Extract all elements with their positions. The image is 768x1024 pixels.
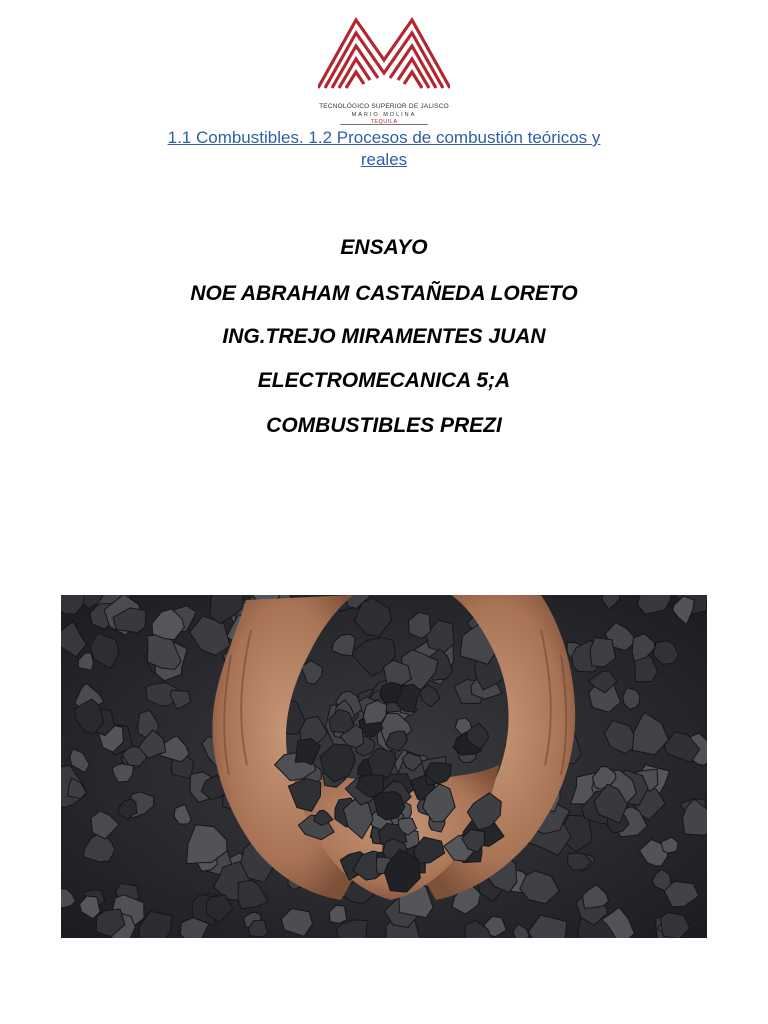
document-title-line-2: reales (360, 150, 408, 169)
logo-campus-name: MARIO MOLINA (351, 112, 417, 118)
topic-title: COMBUSTIBLES PREZI (266, 414, 502, 437)
logo-institution-name: TECNOLÓGICO SUPERIOR DE JALISCO (319, 103, 449, 110)
essay-label: ENSAYO (340, 236, 428, 259)
author-name: NOE ABRAHAM CASTAÑEDA LORETO (190, 282, 578, 305)
course-group: ELECTROMECANICA 5;A (257, 369, 511, 392)
teacher-name: ING.TREJO MIRAMENTES JUAN (222, 325, 546, 348)
document-title-line-1: 1.1 Combustibles. 1.2 Procesos de combustión teóricos y (167, 128, 601, 147)
hands-holding-coal-photo (61, 595, 707, 938)
roof-chevrons-logo-icon (318, 12, 450, 102)
institution-logo (300, 8, 468, 126)
logo-city-name: TEQUILA (370, 119, 398, 125)
document-title-link[interactable] (120, 127, 648, 171)
